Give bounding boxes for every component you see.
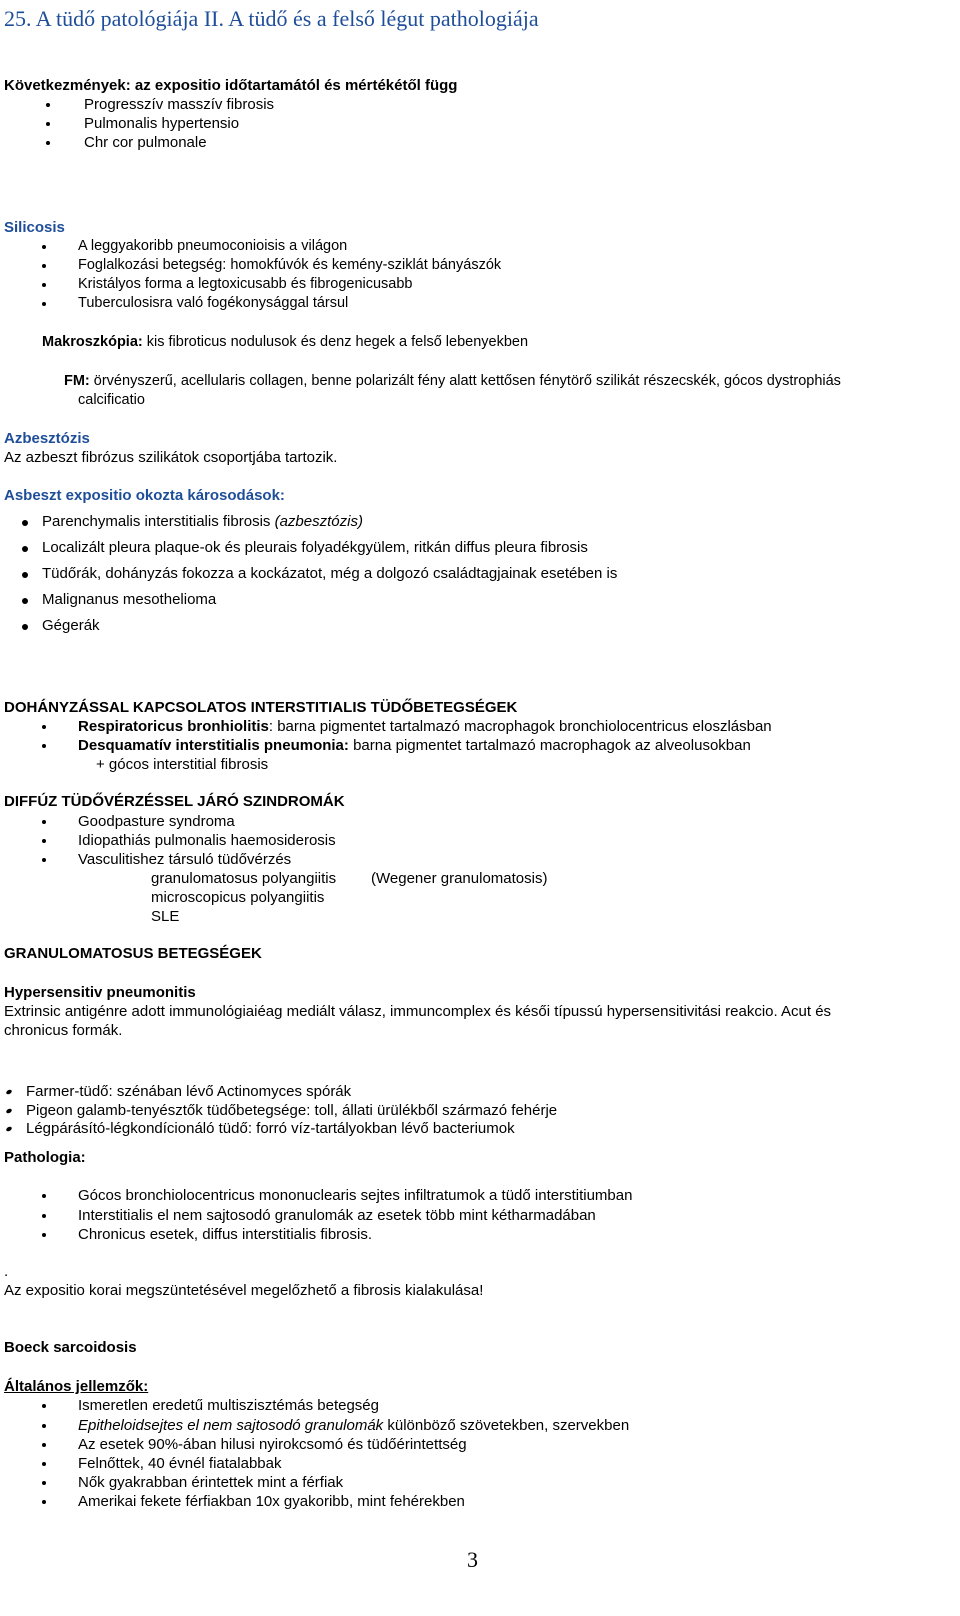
bullet-icon xyxy=(42,1443,46,1447)
pathology-item: Chronicus esetek, diffus interstitialis fibrosis. xyxy=(78,1226,373,1243)
microscopy-label: FM: xyxy=(64,373,90,389)
asbestosis-heading: Azbesztózis xyxy=(4,430,90,447)
macroscopy-label: Makroszkópia: xyxy=(42,334,143,350)
bullet-icon xyxy=(22,546,28,552)
hp-heading: Hypersensitiv pneumonitis xyxy=(4,984,196,1001)
bullet-icon xyxy=(42,1500,46,1504)
asbestos-item xyxy=(42,512,363,531)
sarcoidosis-item xyxy=(78,1416,629,1435)
asbestos-item: Localizált pleura plaque-ok és pleurais folyadékgyülem, ritkán diffus pleura fibrosis xyxy=(42,539,588,556)
asbestos-item: Gégerák xyxy=(42,617,100,634)
sarcoidosis-item: Felnőttek, 40 évnél fiatalabbak xyxy=(78,1455,282,1472)
smoking-item-bold: Desquamatív interstitialis pneumonia: xyxy=(78,737,349,754)
bullet-icon xyxy=(5,1108,12,1114)
bullet-icon xyxy=(5,1089,12,1095)
bullet-icon xyxy=(42,283,46,287)
smoking-heading: DOHÁNYZÁSSAL KAPCSOLATOS INTERSTITIALIS TÜDŐBETEGSÉGEK xyxy=(4,699,518,716)
page-number: 3 xyxy=(467,1547,478,1572)
bullet-icon xyxy=(22,598,28,604)
hemorrhage-subitem: microscopicus polyangiitis xyxy=(151,889,325,906)
exposition-heading: Következmények: az expositio időtartamától és mértékétől függ xyxy=(4,77,458,94)
hemorrhage-subitem-note: (Wegener granulomatosis) xyxy=(371,870,548,887)
smoking-item-cont: + gócos interstitial fibrosis xyxy=(96,756,269,773)
bullet-icon xyxy=(42,1462,46,1466)
silicosis-item: Kristályos forma a legtoxicusabb és fibrogenicusabb xyxy=(78,276,413,292)
microscopy-line xyxy=(64,372,841,391)
smoking-item-text: barna pigmentet tartalmazó macrophagok az alveolusokban xyxy=(348,737,751,754)
hemorrhage-heading: DIFFÚZ TÜDŐVÉRZÉSSEL JÁRÓ SZINDROMÁK xyxy=(4,793,345,810)
macroscopy-line xyxy=(42,333,528,352)
sarcoidosis-item-text: különböző szövetekben, szervekben xyxy=(383,1417,630,1434)
sarcoidosis-item: Amerikai fekete férfiakban 10x gyakoribb, mint fehérekben xyxy=(78,1493,465,1510)
bullet-icon xyxy=(46,103,50,107)
sarcoidosis-item: Ismeretlen eredetű multiszisztémás betegség xyxy=(78,1397,379,1414)
bullet-icon xyxy=(5,1126,12,1132)
bullet-icon xyxy=(42,858,46,862)
asbestos-item-text: Parenchymalis interstitialis fibrosis xyxy=(42,513,275,530)
hp-example: Légpárásító-légkondícionáló tüdő: forró víz-tartályokban lévő bacteriumok xyxy=(26,1120,515,1137)
silicosis-item: A leggyakoribb pneumoconioisis a világon xyxy=(78,238,348,254)
hemorrhage-item: Idiopathiás pulmonalis haemosiderosis xyxy=(78,832,336,849)
granulomatous-heading: GRANULOMATOSUS BETEGSÉGEK xyxy=(4,945,262,962)
asbestos-item: Malignanus mesothelioma xyxy=(42,591,217,608)
smoking-item-text: : barna pigmentet tartalmazó macrophagok bronchiolocentricus eloszlásban xyxy=(268,718,772,735)
asbestosis-intro: Az azbeszt fibrózus szilikátok csoportjába tartozik. xyxy=(4,449,338,466)
bullet-icon xyxy=(42,302,46,306)
bullet-icon xyxy=(42,245,46,249)
bullet-icon xyxy=(42,264,46,268)
smoking-item xyxy=(78,717,772,736)
bullet-icon xyxy=(42,1404,46,1408)
bullet-icon xyxy=(22,520,28,526)
exposition-item: Chr cor pulmonale xyxy=(84,134,207,151)
sarcoidosis-item: Nők gyakrabban érintettek mint a férfiak xyxy=(78,1474,344,1491)
exposition-item: Pulmonalis hypertensio xyxy=(84,115,240,132)
silicosis-heading: Silicosis xyxy=(4,219,65,236)
hp-text-cont: chronicus formák. xyxy=(4,1022,123,1039)
microscopy-text: örvényszerű, acellularis collagen, benne polarizált fény alatt kettősen fénytörő szilikát részecskék, gócos dystrophiás xyxy=(89,373,841,389)
bullet-icon xyxy=(46,141,50,145)
bullet-icon xyxy=(42,1214,46,1218)
lone-period: . xyxy=(4,1263,9,1280)
silicosis-item: Tuberculosisra való fogékonysággal társul xyxy=(78,295,349,311)
silicosis-item: Foglalkozási betegség: homokfúvók és kemény-sziklát bányászók xyxy=(78,257,502,273)
bullet-icon xyxy=(42,820,46,824)
sarcoidosis-heading: Boeck sarcoidosis xyxy=(4,1339,137,1356)
bullet-icon xyxy=(42,1194,46,1198)
asbestos-item-italic: (azbesztózis) xyxy=(274,513,363,530)
pathology-item: Gócos bronchiolocentricus mononuclearis sejtes infiltratumok a tüdő interstitiumban xyxy=(78,1187,633,1204)
hp-example: Farmer-tüdő: szénában lévő Actinomyces spórák xyxy=(26,1083,352,1100)
general-features-heading: Általános jellemzők: xyxy=(4,1378,149,1395)
hemorrhage-item: Goodpasture syndroma xyxy=(78,813,235,830)
smoking-item-bold: Respiratoricus bronhiolitis xyxy=(78,718,269,735)
exposition-item: Progresszív masszív fibrosis xyxy=(84,96,275,113)
smoking-item xyxy=(78,736,751,755)
bullet-icon xyxy=(46,122,50,126)
pathology-item: Interstitialis el nem sajtosodó granulomák az esetek több mint kétharmadában xyxy=(78,1207,596,1224)
bullet-icon xyxy=(22,572,28,578)
hemorrhage-item: Vasculitishez társuló tüdővérzés xyxy=(78,851,292,868)
bullet-icon xyxy=(42,1424,46,1428)
sarcoidosis-item-italic: Epitheloidsejtes el nem sajtosodó granulomák xyxy=(78,1417,384,1434)
hp-example: Pigeon galamb-tenyésztők tüdőbetegsége: toll, állati ürülékből származó fehérje xyxy=(26,1102,558,1119)
hemorrhage-subitem: granulomatosus polyangiitis xyxy=(151,870,337,887)
pathology-heading: Pathologia: xyxy=(4,1149,86,1166)
bullet-icon xyxy=(42,744,46,748)
asbestos-item: Tüdőrák, dohányzás fokozza a kockázatot, még a dolgozó családtagjainak esetében is xyxy=(42,565,618,582)
prevention-note: Az expositio korai megszüntetésével megelőzhető a fibrosis kialakulása! xyxy=(4,1282,484,1299)
bullet-icon xyxy=(42,1233,46,1237)
bullet-icon xyxy=(42,725,46,729)
hemorrhage-subitem: SLE xyxy=(151,908,180,925)
bullet-icon xyxy=(42,839,46,843)
microscopy-line-cont: calcificatio xyxy=(78,392,145,408)
hp-text: Extrinsic antigénre adott immunológiaiéag mediált válasz, immuncomplex és késői típussú hypersensitivitási reakcio. Acut és xyxy=(4,1003,832,1020)
sarcoidosis-item: Az esetek 90%-ában hilusi nyirokcsomó és tüdőérintettség xyxy=(78,1436,467,1453)
asbestos-damage-heading: Asbeszt expositio okozta károsodások: xyxy=(4,487,285,504)
bullet-icon xyxy=(42,1481,46,1485)
page-title: 25. A tüdő patológiája II. A tüdő és a felső légut pathologiája xyxy=(4,6,539,31)
macroscopy-text: kis fibroticus nodulusok és denz hegek a felső lebenyekben xyxy=(142,334,529,350)
bullet-icon xyxy=(22,624,28,630)
